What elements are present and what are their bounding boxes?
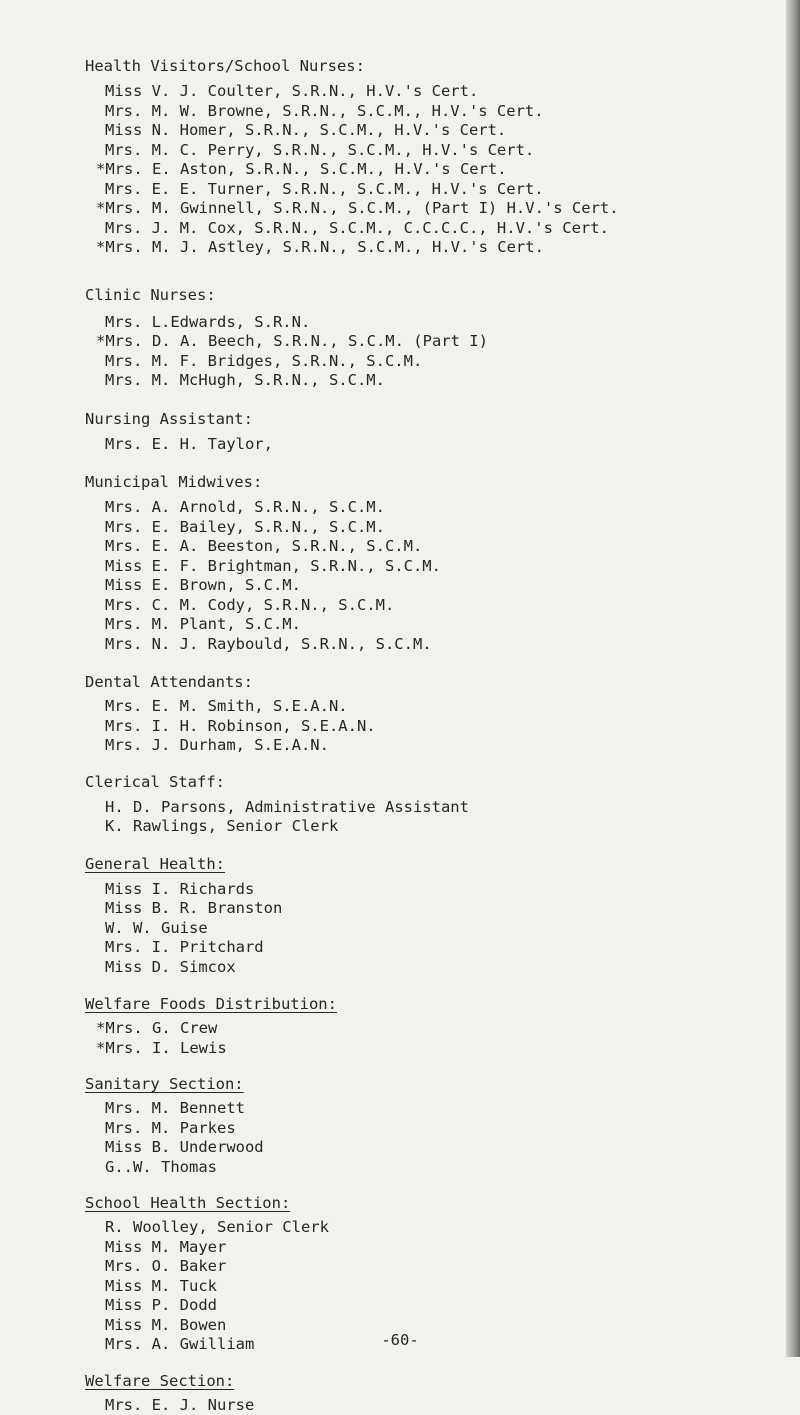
staff-entry: Miss B. R. Branston: [105, 899, 785, 919]
section-heading: Nursing Assistant:: [85, 409, 785, 429]
section: [85, 772, 785, 837]
staff-entry: Mrs. M. Plant, S.C.M.: [105, 615, 785, 635]
staff-entry: Miss I. Richards: [105, 880, 785, 900]
section-heading: Clerical Staff:: [85, 772, 785, 792]
page-number: -60-: [0, 1331, 800, 1349]
section: [85, 994, 785, 1058]
staff-entries: [105, 1099, 785, 1177]
staff-entry: *Mrs. D. A. Beech, S.R.N., S.C.M. (Part I): [96, 332, 785, 352]
section: [85, 409, 785, 455]
staff-entries: [105, 1396, 785, 1415]
staff-entry: *Mrs. I. Lewis: [96, 1039, 785, 1059]
staff-entry: *Mrs. M. Gwinnell, S.R.N., S.C.M., (Part I) H.V.'s Cert.: [96, 199, 785, 219]
staff-entry: Mrs. M. W. Browne, S.R.N., S.C.M., H.V.'s Cert.: [105, 102, 785, 122]
staff-entry: Miss D. Simcox: [105, 958, 785, 978]
staff-entries: [105, 313, 785, 391]
staff-entry: K. Rawlings, Senior Clerk: [105, 817, 785, 837]
section: [85, 854, 785, 978]
staff-entry: Mrs. M. McHugh, S.R.N., S.C.M.: [105, 371, 785, 391]
staff-entries: [105, 435, 785, 455]
staff-entries: [105, 82, 785, 258]
staff-entries: [105, 498, 785, 654]
staff-entry: R. Woolley, Senior Clerk: [105, 1218, 785, 1238]
staff-entry: Miss N. Homer, S.R.N., S.C.M., H.V.'s Cert.: [105, 121, 785, 141]
staff-entry: Mrs. E. A. Beeston, S.R.N., S.C.M.: [105, 537, 785, 557]
staff-entry: Mrs. L.Edwards, S.R.N.: [105, 313, 785, 333]
staff-entry: Mrs. E. J. Nurse: [105, 1396, 785, 1415]
staff-entry: Mrs. J. Durham, S.E.A.N.: [105, 736, 785, 756]
staff-entry: Mrs. M. Bennett: [105, 1099, 785, 1119]
staff-entry: Miss E. Brown, S.C.M.: [105, 576, 785, 596]
section-heading: Sanitary Section:: [85, 1074, 785, 1094]
staff-entry: Mrs. I. Pritchard: [105, 938, 785, 958]
section: [85, 1371, 785, 1415]
section: [85, 285, 785, 391]
staff-entry: Miss B. Underwood: [105, 1138, 785, 1158]
section-heading: Clinic Nurses:: [85, 285, 785, 305]
staff-entries: [105, 1019, 785, 1058]
staff-entry: Mrs. A. Arnold, S.R.N., S.C.M.: [105, 498, 785, 518]
staff-entry: Mrs. C. M. Cody, S.R.N., S.C.M.: [105, 596, 785, 616]
staff-entry: *Mrs. G. Crew: [96, 1019, 785, 1039]
staff-entry: Mrs. M. F. Bridges, S.R.N., S.C.M.: [105, 352, 785, 372]
staff-entry: W. W. Guise: [105, 919, 785, 939]
staff-entry: Mrs. N. J. Raybould, S.R.N., S.C.M.: [105, 635, 785, 655]
section: [85, 1074, 785, 1177]
section-heading: Health Visitors/School Nurses:: [85, 56, 785, 76]
section-heading: Municipal Midwives:: [85, 472, 785, 492]
staff-entry: Mrs. M. C. Perry, S.R.N., S.C.M., H.V.'s Cert.: [105, 141, 785, 161]
section-heading: Dental Attendants:: [85, 672, 785, 692]
staff-entry: Miss M. Bowen: [105, 1316, 785, 1336]
section-heading: Welfare Section:: [85, 1371, 785, 1391]
section: [85, 472, 785, 654]
section-heading: General Health:: [85, 854, 785, 874]
staff-entry: Mrs. I. H. Robinson, S.E.A.N.: [105, 717, 785, 737]
staff-entry: Miss P. Dodd: [105, 1296, 785, 1316]
staff-entry: Mrs. O. Baker: [105, 1257, 785, 1277]
staff-entries: [105, 798, 785, 837]
section: [85, 672, 785, 756]
section-heading: Welfare Foods Distribution:: [85, 994, 785, 1014]
staff-entry: Miss V. J. Coulter, S.R.N., H.V.'s Cert.: [105, 82, 785, 102]
staff-entry: G..W. Thomas: [105, 1158, 785, 1178]
section: [85, 56, 785, 258]
staff-entry: Mrs. E. M. Smith, S.E.A.N.: [105, 697, 785, 717]
staff-entry: Mrs. E. H. Taylor,: [105, 435, 785, 455]
staff-list: [85, 56, 785, 1415]
staff-entry: Miss M. Mayer: [105, 1238, 785, 1258]
section-heading: School Health Section:: [85, 1193, 785, 1213]
staff-entry: Mrs. A. Gwilliam: [105, 1335, 785, 1355]
staff-entry: Mrs. M. Parkes: [105, 1119, 785, 1139]
staff-entry: *Mrs. M. J. Astley, S.R.N., S.C.M., H.V.'s Cert.: [96, 238, 785, 258]
staff-entry: Miss M. Tuck: [105, 1277, 785, 1297]
staff-entry: Mrs. J. M. Cox, S.R.N., S.C.M., C.C.C.C., H.V.'s Cert.: [105, 219, 785, 239]
staff-entry: Mrs. E. Bailey, S.R.N., S.C.M.: [105, 518, 785, 538]
staff-entry: Mrs. E. E. Turner, S.R.N., S.C.M., H.V.'s Cert.: [105, 180, 785, 200]
staff-entries: [105, 880, 785, 978]
staff-entry: H. D. Parsons, Administrative Assistant: [105, 798, 785, 818]
staff-entry: Miss E. F. Brightman, S.R.N., S.C.M.: [105, 557, 785, 577]
page-edge-shadow: [786, 0, 800, 1357]
staff-entry: *Mrs. E. Aston, S.R.N., S.C.M., H.V.'s Cert.: [96, 160, 785, 180]
staff-entries: [105, 697, 785, 756]
